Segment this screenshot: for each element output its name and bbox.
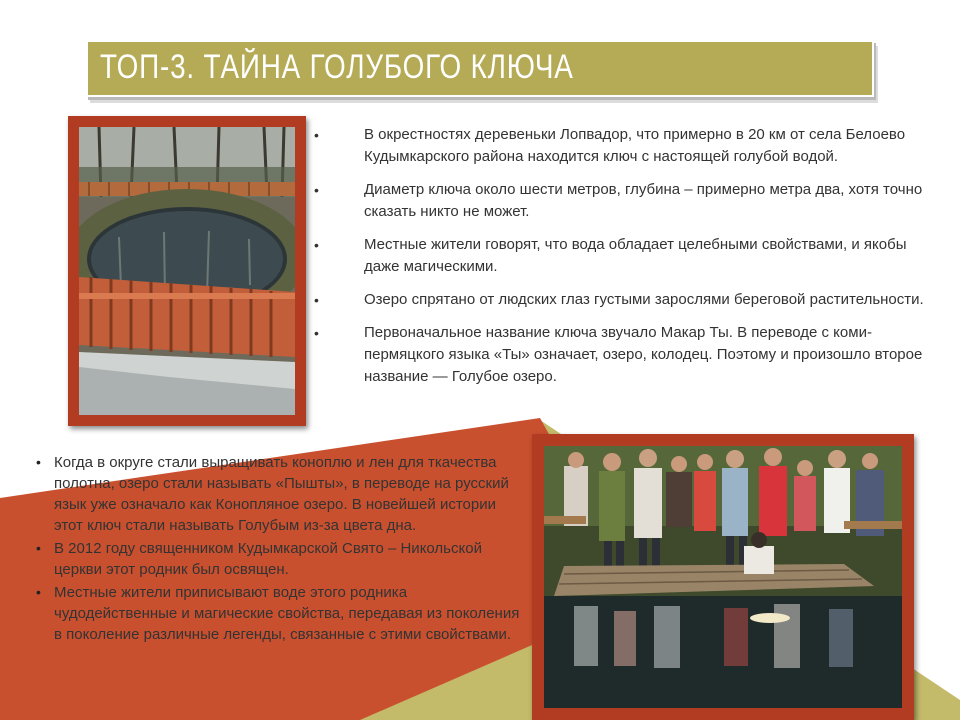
slide-title: ТОП-3. ТАЙНА ГОЛУБОГО КЛЮЧА xyxy=(100,48,574,86)
list-item xyxy=(314,234,934,278)
bullet-icon: • xyxy=(36,454,41,470)
bullet-text: Озеро спрятано от людских глаз густыми зарослями береговой растительности. xyxy=(364,291,924,308)
bullet-icon: • xyxy=(314,182,319,198)
bullet-text: Когда в округе стали выращивать коноплю и лен для ткачества полотна, озеро стали называть «Пышты», в переводе на русский язык уже означало как Конопляное озеро. В новейшей истории этот ключ стали называть Голубым из-за цвета дна. xyxy=(54,454,509,534)
bullet-icon: • xyxy=(314,127,319,143)
bullet-text: В 2012 году священником Кудымкарской Свято – Никольской церкви этот родник был освящен. xyxy=(54,540,482,578)
list-item xyxy=(314,322,934,388)
bullet-icon: • xyxy=(36,584,41,600)
bullet-text: Местные жители говорят, что вода обладает целебными свойствами, и якобы даже магическими. xyxy=(364,236,907,275)
list-item xyxy=(314,124,934,168)
list-item xyxy=(36,538,526,580)
ceremony-photo xyxy=(544,446,902,708)
bullet-icon: • xyxy=(36,540,41,556)
photo-frame-spring xyxy=(68,116,306,426)
bullet-text: Местные жители приписывают воде этого родника чудодейственные и магические свойства, передавая из поколения в поколение различные легенды, связанные с этими свойствами. xyxy=(54,584,520,643)
list-item xyxy=(36,452,526,536)
bullet-text: В окрестностях деревеньки Лопвадор, что примерно в 20 км от села Белоево Кудымкарского района находится ключ с настоящей голубой водой. xyxy=(364,126,906,165)
bullet-list-top xyxy=(314,124,934,399)
bullet-list-bottom xyxy=(36,452,526,647)
list-item xyxy=(314,289,934,311)
bullet-text: Первоначальное название ключа звучало Макар Ты. В переводе с коми-пермяцкого языка «Ты» означает, озеро, колодец. Поэтому и произошло второе название — Голубое озеро. xyxy=(364,324,923,385)
bullet-icon: • xyxy=(314,292,319,308)
list-item xyxy=(314,179,934,223)
bullet-text: Диаметр ключа около шести метров, глубина – примерно метра два, хотя точно сказать никто не может. xyxy=(364,181,923,220)
bullet-icon: • xyxy=(314,237,319,253)
photo-frame-ceremony xyxy=(532,434,914,720)
list-item xyxy=(36,582,526,645)
title-bar xyxy=(86,40,874,97)
spring-photo xyxy=(79,127,295,415)
bullet-icon: • xyxy=(314,325,319,341)
